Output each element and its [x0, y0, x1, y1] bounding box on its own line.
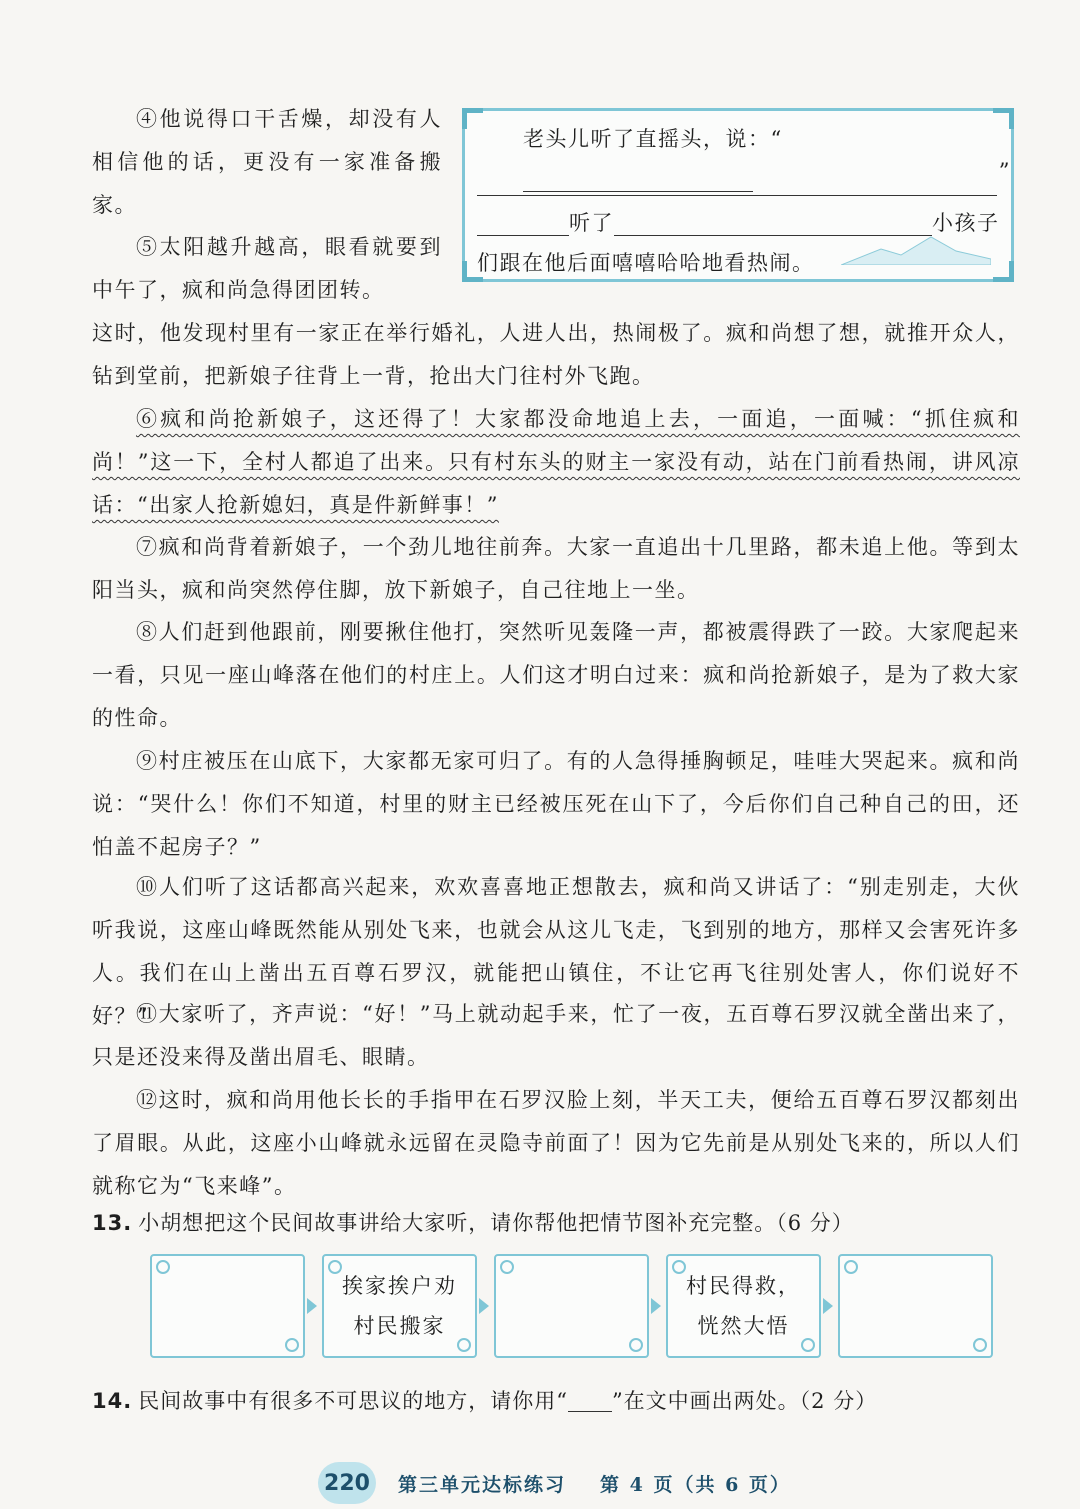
paragraph-9: ⑨村庄被压在山底下，大家都无家可归了。有的人急得捶胸顿足，哇哇大哭起来。疯和尚说：“哭什么！你们不知道，村里的财主已经被压死在山下了，今后你们自己种自己的田，还怕盖不起房子？” — [92, 749, 1020, 859]
flow-arrow-icon — [307, 1298, 317, 1314]
paragraph-5-rest: 这时，他发现村里有一家正在举行婚礼，人进人出，热闹极了。疯和尚想了想，就推开众人，钻到堂前，把新娘子往背上一背，抢出大门往村外飞跑。 — [92, 321, 1020, 388]
box-line-4: 们跟在他后面嘻嘻哈哈地看热闹。 — [477, 251, 815, 275]
flow-box-4-line-1: 村民得救， — [686, 1274, 801, 1298]
question-13-text: 小胡想把这个民间故事讲给大家听，请你帮他把情节图补充完整。（6 分） — [138, 1211, 854, 1235]
flow-box-2 — [322, 1254, 477, 1358]
paragraph-7: ⑦疯和尚背着新娘子，一个劲儿地往前奔。大家一直追出十几里路，都未追上他。等到太阳当头，疯和尚突然停住脚，放下新娘子，自己往地上一坐。 — [92, 535, 1020, 602]
question-14-number: 14. — [92, 1389, 133, 1413]
box-quote-close: ” — [998, 159, 1011, 183]
box-kids-text: 小孩子 — [932, 211, 1000, 235]
flow-box-2-line-1: 挨家挨户劝 — [342, 1274, 457, 1298]
paragraph-12: ⑫这时，疯和尚用他长长的手指甲在石罗汉脸上刻，半天工夫，便给五百尊石罗汉都刻出了眉眼。从此，这座小山峰就永远留在灵隐寺前面了！因为它先前是从别处飞来的，所以人们就称它为“飞来峰”。 — [92, 1088, 1020, 1198]
page-footer — [318, 1462, 791, 1504]
answer-box — [462, 108, 1014, 282]
paragraph-5-top: ⑤太阳越升越高，眼看就要到中午了，疯和尚急得团团转。 — [92, 235, 442, 302]
plot-flowchart — [150, 1254, 1010, 1362]
underline-sample — [568, 1393, 612, 1412]
paragraph-4: ④他说得口干舌燥，却没有人相信他的话，更没有一家准备搬家。 — [92, 107, 442, 217]
question-14 — [92, 1386, 877, 1416]
question-14-text-a: 民间故事中有很多不可思议的地方，请你用“ — [138, 1389, 568, 1413]
flow-arrow-icon — [823, 1298, 833, 1314]
box-heard-text: 听了 — [569, 211, 614, 235]
page-number-badge: 220 — [318, 1462, 376, 1504]
flow-box-3[interactable] — [494, 1254, 649, 1358]
answer-blank-2[interactable] — [477, 173, 997, 196]
unit-title: 第三单元达标练习 — [398, 1473, 567, 1496]
question-13 — [92, 1208, 854, 1238]
flow-box-4-line-2: 恍然大悟 — [697, 1314, 790, 1338]
flow-box-1[interactable] — [150, 1254, 305, 1358]
paragraph-8: ⑧人们赶到他跟前，刚要揪住他打，突然听见轰隆一声，都被震得跌了一跤。大家爬起来一看，只见一座山峰落在他们的村庄上。人们这才明白过来：疯和尚抢新娘子，是为了救大家的性命。 — [92, 620, 1020, 730]
flow-arrow-icon — [479, 1298, 489, 1314]
answer-blank-3[interactable] — [477, 213, 569, 236]
paragraph-6: ⑥疯和尚抢新娘子，这还得了！大家都没命地追上去，一面追，一面喊：“抓住疯和尚！”这一下，全村人都追了出来。只有村东头的财主一家没有动，站在门前看热闹，讲风凉话：“出家人抢新媳妇，真是件新鲜事！” — [92, 407, 1020, 517]
paragraph-10: ⑩人们听了这话都高兴起来，欢欢喜喜地正想散去，疯和尚又讲话了：“别走别走，大伙听我说，这座山峰既然能从别处飞来，也就会从这儿飞走，飞到别的地方，那样又会害死许多人。我们在山上凿出五百尊石罗汉，就能把山镇住，不让它再飞往别处害人，你们说好不好？” — [92, 875, 1020, 1028]
paragraph-11: ⑪大家听了，齐声说：“好！”马上就动起手来，忙了一夜，五百尊石罗汉就全凿出来了，只是还没来得及凿出眉毛、眼睛。 — [92, 1002, 1020, 1069]
flow-box-5[interactable] — [838, 1254, 993, 1358]
question-13-number: 13. — [92, 1211, 133, 1235]
flow-box-4 — [666, 1254, 821, 1358]
page-info: 第 4 页（共 6 页） — [600, 1473, 791, 1496]
mountain-decoration-icon — [841, 231, 991, 265]
question-14-text-b: ”在文中画出两处。（2 分） — [611, 1389, 878, 1413]
box-line-1-text: 老头儿听了直摇头，说：“ — [523, 127, 783, 151]
flow-arrow-icon — [651, 1298, 661, 1314]
flow-box-2-line-2: 村民搬家 — [353, 1314, 446, 1338]
